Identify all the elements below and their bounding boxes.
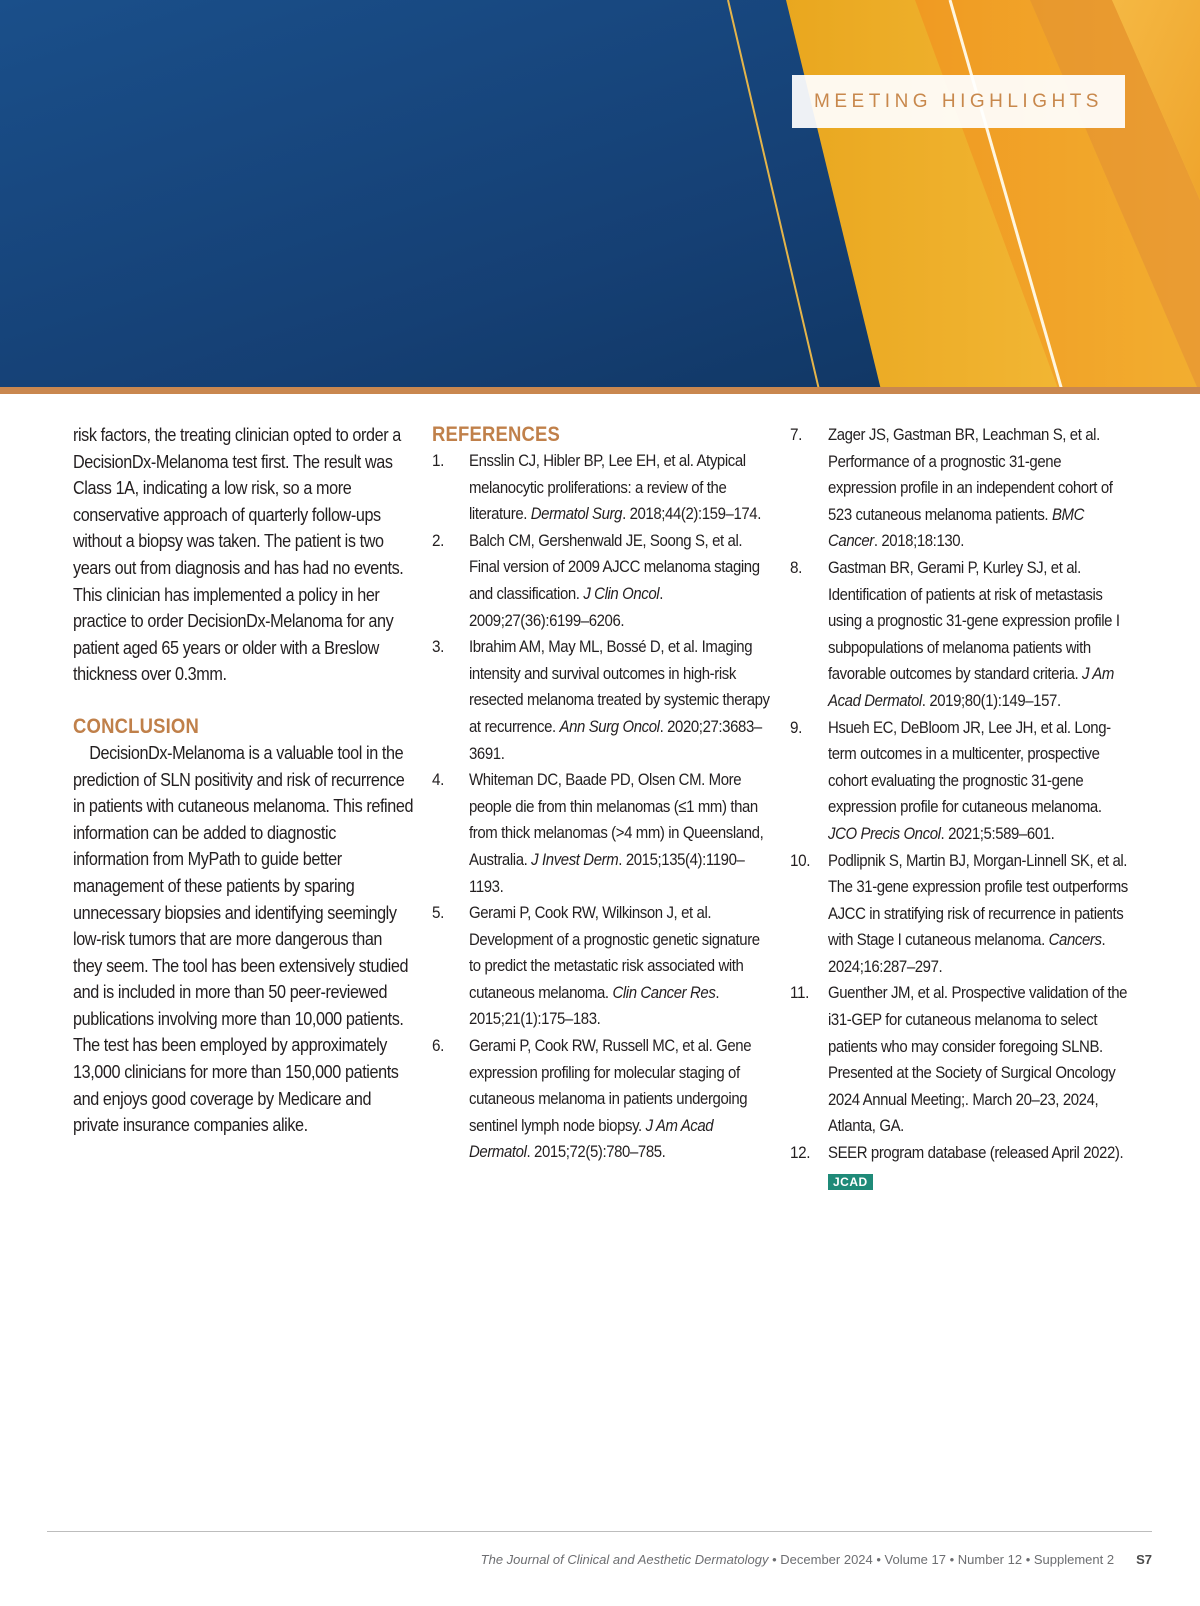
reference-citation: Ibrahim AM, May ML, Bossé D, et al. Imaging intensity and survival outcomes in high-risk resected melanoma treated by systemic therapy at recurrence.	[469, 637, 770, 736]
reference-number: 12.	[790, 1143, 811, 1163]
reference-details: . 2015;72(5):780–785.	[526, 1142, 666, 1162]
footer-volume: Volume 17	[884, 1552, 946, 1567]
reference-text	[828, 715, 1132, 848]
jcad-end-mark: JCAD	[828, 1174, 873, 1190]
reference-citation: Gerami P, Cook RW, Wilkinson J, et al. Development of a prognostic genetic signature to predict the metastatic risk associated with cutaneous melanoma.	[469, 903, 760, 1002]
reference-journal: BMC Cancer	[828, 504, 1085, 551]
page-footer	[481, 1552, 1152, 1567]
reference-number: 2.	[432, 530, 445, 550]
reference-citation: Zager JS, Gastman BR, Leachman S, et al. Performance of a prognostic 31-gene expression profile in an independent cohort of 523 cutaneous melanoma patients.	[828, 425, 1113, 524]
reference-item	[432, 448, 770, 528]
reference-number: 10.	[790, 850, 811, 870]
reference-text	[469, 900, 773, 1033]
reference-list-part-2	[790, 422, 1128, 1167]
reference-item	[790, 555, 1125, 715]
reference-citation: Podlipnik S, Martin BJ, Morgan-Linnell SK, et al. The 31-gene expression profile test outperforms AJCC in stratifying risk of recurrence in patients with Stage I cutaneous melanoma.	[828, 850, 1128, 950]
footer-rule	[47, 1531, 1152, 1532]
reference-item	[432, 900, 770, 1033]
reference-details: . 2018;18:130.	[873, 531, 964, 551]
reference-details: . 2015;135(4):1190–1193.	[469, 849, 745, 896]
reference-citation: Hsueh EC, DeBloom JR, Lee JH, et al. Long-term outcomes in a multicenter, prospective cohort evaluating the prognostic 31-gene expression profile for cutaneous melanoma.	[828, 717, 1111, 817]
reference-item	[432, 528, 770, 634]
footer-journal: The Journal of Clinical and Aesthetic Dermatology	[480, 1552, 769, 1567]
reference-citation: Guenther JM, et al. Prospective validation of the i31-GEP for cutaneous melanoma to select patients who may consider foregoing SLNB. Presented at the Society of Surgical Oncology 2024 Annual Meeting;. March 20–23, 2024, Atlanta, GA.	[828, 983, 1128, 1136]
reference-text	[469, 448, 773, 528]
reference-number: 11.	[790, 983, 810, 1003]
reference-details: . 2018;44(2):159–174.	[622, 504, 761, 524]
footer-date: December 2024	[780, 1552, 873, 1567]
references-column-1	[432, 422, 770, 1166]
reference-text	[828, 980, 1132, 1140]
reference-item	[790, 848, 1128, 981]
reference-text	[828, 422, 1132, 555]
reference-number: 8.	[790, 557, 803, 577]
reference-journal: Cancers	[1048, 930, 1102, 950]
reference-journal: J Clin Oncol	[583, 583, 660, 603]
section-label: MEETING HIGHLIGHTS	[792, 75, 1125, 128]
reference-number: 4.	[432, 770, 445, 790]
reference-journal: J Am Acad Dermatol	[469, 1115, 714, 1162]
header-banner	[0, 0, 1200, 394]
conclusion-heading: CONCLUSION	[73, 714, 199, 738]
reference-item	[790, 715, 1125, 848]
footer-sep: •	[872, 1552, 885, 1567]
reference-details: . 2020;27:3683–3691.	[469, 716, 762, 763]
reference-number: 9.	[790, 717, 803, 737]
reference-citation: Gastman BR, Gerami P, Kurley SJ, et al. Identification of patients at risk of metastasis using a prognostic 31-gene expression profile I subpopulations of melanoma patients with favorable outcomes by standard criteria.	[828, 557, 1120, 684]
reference-item	[432, 767, 770, 900]
references-heading: REFERENCES	[432, 423, 561, 446]
conclusion-paragraph: DecisionDx-Melanoma is a valuable tool in the prediction of SLN positivity and risk of recurrence in patients with cutaneous melanoma. This refined information can be added to diagnostic information from MyPath to guide better management of these patients by sparing unnecessary biopsies and identifying seemingly low-risk tumors that are more dangerous than they seem. The tool has been extensively studied and is included in more than 50 peer-reviewed publications involving more than 10,000 patients. The test has been employed by approximately 13,000 clinicians for more than 150,000 patients and enjoys good coverage by Medicare and private insurance companies alike.	[73, 742, 414, 1136]
reference-citation: SEER program database (released April 2022).	[828, 1143, 1124, 1163]
reference-text	[828, 555, 1132, 715]
reference-number: 1.	[432, 451, 445, 470]
reference-item	[432, 1033, 770, 1166]
reference-journal: J Am Acad Dermatol	[828, 664, 1114, 710]
references-column-2	[790, 422, 1128, 1193]
reference-item	[790, 422, 1125, 555]
reference-text	[828, 1140, 1132, 1167]
reference-details: . 2021;5:589–601.	[940, 823, 1055, 843]
reference-journal: JCO Precis Oncol	[828, 823, 941, 843]
reference-journal: Clin Cancer Res	[612, 982, 716, 1002]
case-paragraph: risk factors, the treating clinician opted to order a DecisionDx-Melanoma test first. The result was Class 1A, indicating a low risk, so a more conservative approach of quarterly follow-ups without a biopsy was taken. The patient is two years out from diagnosis and has had no events. This clinician has implemented a policy in her practice to order DecisionDx-Melanoma for any patient aged 65 years or older with a Breslow thickness over 0.3mm.	[73, 425, 404, 685]
footer-sep: •	[1022, 1552, 1034, 1567]
footer-number: Number 12	[957, 1552, 1023, 1567]
reference-details: . 2019;80(1):149–157.	[921, 690, 1061, 710]
reference-item	[790, 980, 1128, 1140]
reference-citation: Whiteman DC, Baade PD, Olsen CM. More people die from thin melanomas (≤1 mm) than from thick melanomas (>4 mm) in Queensland, Australia.	[469, 770, 764, 869]
reference-citation: Ensslin CJ, Hibler BP, Lee EH, et al. Atypical melanocytic proliferations: a review of the literature.	[469, 451, 746, 524]
reference-text	[469, 1033, 773, 1166]
reference-number: 3.	[432, 637, 445, 657]
reference-list-part-1	[432, 448, 770, 1166]
reference-citation: Balch CM, Gershenwald JE, Soong S, et al. Final version of 2009 AJCC melanoma staging and classification.	[469, 530, 760, 603]
reference-details: . 2009;27(36):6199–6206.	[469, 583, 663, 630]
reference-text	[469, 634, 773, 767]
reference-journal: Ann Surg Oncol	[559, 716, 660, 736]
footer-sep: •	[945, 1552, 958, 1567]
left-column	[73, 422, 413, 1139]
reference-text	[828, 848, 1132, 981]
reference-details: . 2024;16:287–297.	[828, 930, 1106, 976]
reference-number: 6.	[432, 1036, 445, 1056]
reference-number: 5.	[432, 903, 445, 923]
page-number: S7	[1136, 1552, 1152, 1567]
reference-number: 7.	[790, 425, 803, 444]
reference-journal: Dermatol Surg	[530, 504, 623, 524]
reference-journal: J Invest Derm	[531, 849, 619, 869]
reference-citation: Gerami P, Cook RW, Russell MC, et al. Gene expression profiling for molecular staging of cutaneous melanoma in patients undergoing sentinel lymph node biopsy.	[469, 1036, 752, 1135]
reference-details: . 2015;21(1):175–183.	[469, 982, 720, 1029]
reference-text	[469, 528, 773, 634]
reference-item	[790, 1140, 1125, 1167]
footer-supplement: Supplement 2	[1033, 1552, 1115, 1567]
reference-text	[469, 767, 773, 900]
footer-sep: •	[768, 1552, 781, 1567]
reference-item	[432, 634, 770, 767]
banner-bottom-rule	[0, 387, 1200, 394]
